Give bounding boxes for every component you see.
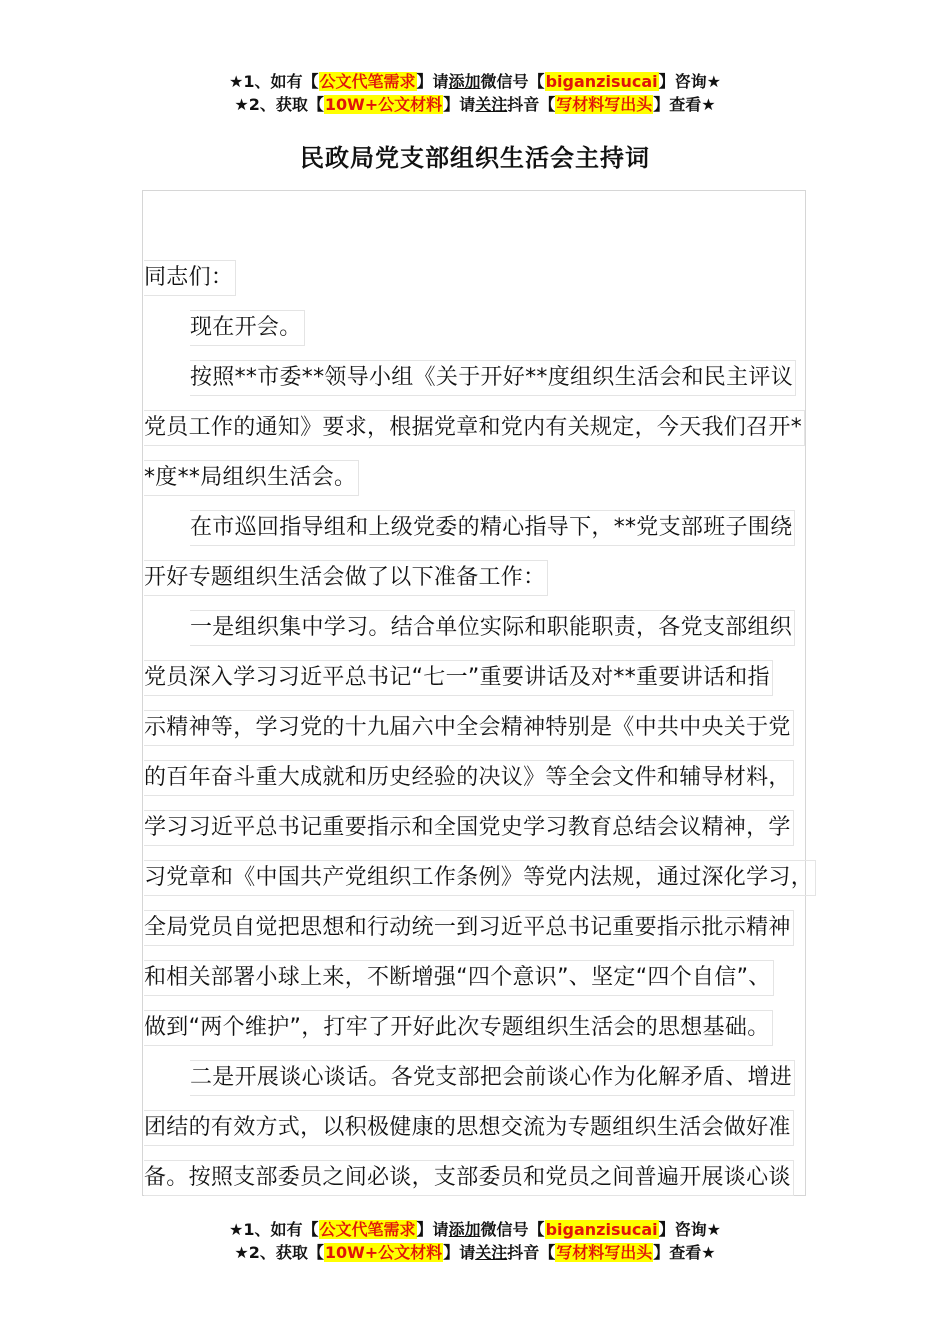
text-line: 一是组织集中学习。结合单位实际和职能职责，各党支部组织 (144, 610, 824, 660)
highlight-wechat-id: biganzisucai (545, 72, 658, 91)
text-line: 学习习近平总书记重要指示和全国党史学习教育总结会议精神，学 (144, 810, 824, 860)
text-line: 备。按照支部委员之间必谈，支部委员和党员之间普遍开展谈心谈 (144, 1160, 824, 1210)
banner-line-2: ★2、获取【10W+公文材料】请关注抖音【写材料写出头】查看★ (234, 1243, 716, 1262)
banner-line-1: ★1、如有【公文代笔需求】请添加微信号【biganzisucai】咨询★ (229, 72, 721, 91)
banner-line-2: ★2、获取【10W+公文材料】请关注抖音【写材料写出头】查看★ (234, 95, 716, 114)
text-line: 示精神等，学习党的十九届六中全会精神特别是《中共中央关于党 (144, 710, 824, 760)
highlight-douyin: 写材料写出头 (556, 95, 653, 114)
text-line: 全局党员自觉把思想和行动统一到习近平总书记重要指示批示精神 (144, 910, 824, 960)
text-line: 的百年奋斗重大成就和历史经验的决议》等全会文件和辅导材料， (144, 760, 824, 810)
highlight-douyin: 写材料写出头 (556, 1243, 653, 1262)
text-line: 团结的有效方式，以积极健康的思想交流为专题组织生活会做好准 (144, 1110, 824, 1160)
highlight-materials: 10W+公文材料 (324, 95, 443, 114)
document-body (144, 260, 824, 1210)
highlight-wechat-id: biganzisucai (545, 1220, 658, 1239)
text-line: *度**局组织生活会。 (144, 460, 824, 510)
footer-banner (0, 1218, 950, 1264)
text-line: 按照**市委**领导小组《关于开好**度组织生活会和民主评议 (144, 360, 824, 410)
header-banner (0, 70, 950, 116)
text-line: 党员工作的通知》要求，根据党章和党内有关规定，今天我们召开* (144, 410, 824, 460)
text-line: 习党章和《中国共产党组织工作条例》等党内法规，通过深化学习， (144, 860, 824, 910)
text-line: 党员深入学习习近平总书记“七一”重要讲话及对**重要讲话和指 (144, 660, 824, 710)
highlight-service: 公文代笔需求 (319, 1220, 416, 1239)
document-title: 民政局党支部组织生活会主持词 (300, 144, 650, 172)
banner-line-1: ★1、如有【公文代笔需求】请添加微信号【biganzisucai】咨询★ (229, 1220, 721, 1239)
text-line: 同志们： (144, 260, 824, 310)
highlight-service: 公文代笔需求 (319, 72, 416, 91)
text-line: 和相关部署小球上来，不断增强“四个意识”、坚定“四个自信”、 (144, 960, 824, 1010)
text-line: 在市巡回指导组和上级党委的精心指导下，**党支部班子围绕 (144, 510, 824, 560)
text-line: 做到“两个维护”，打牢了开好此次专题组织生活会的思想基础。 (144, 1010, 824, 1060)
text-line: 现在开会。 (144, 310, 824, 360)
text-line: 开好专题组织生活会做了以下准备工作： (144, 560, 824, 610)
text-line: 二是开展谈心谈话。各党支部把会前谈心作为化解矛盾、增进 (144, 1060, 824, 1110)
highlight-materials: 10W+公文材料 (324, 1243, 443, 1262)
